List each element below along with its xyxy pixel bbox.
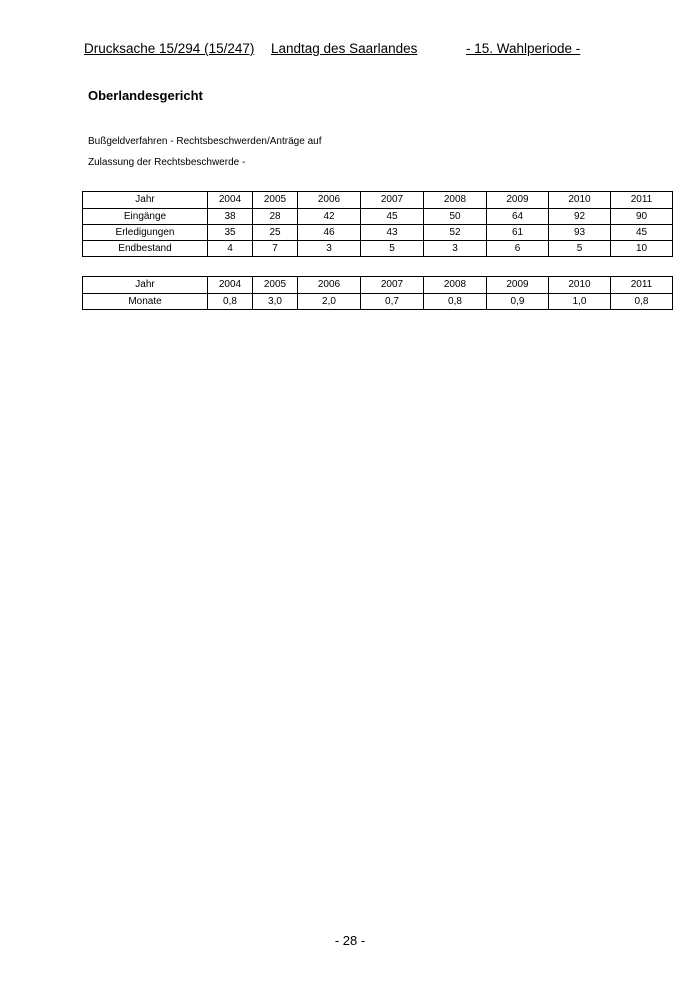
table-cell: 3 [298, 241, 361, 257]
table-cell: 42 [298, 209, 361, 225]
header-row [83, 192, 673, 209]
table-cell: 0,9 [487, 294, 549, 310]
table-cell: 7 [253, 241, 298, 257]
table-cell: 25 [253, 225, 298, 241]
header-parliament: Landtag des Saarlandes [271, 41, 418, 56]
table-cell: 45 [611, 225, 673, 241]
table-cell: Eingänge [83, 209, 208, 225]
table-cell: 64 [487, 209, 549, 225]
section-title: Oberlandesgericht [88, 88, 203, 103]
table-cell: Endbestand [83, 241, 208, 257]
table-cell: 50 [424, 209, 487, 225]
table-cell: 2006 [298, 277, 361, 294]
table-cell: 2010 [549, 192, 611, 209]
table-cell: 92 [549, 209, 611, 225]
table-cell: 2011 [611, 192, 673, 209]
table-cell: 43 [361, 225, 424, 241]
table-cell: 2007 [361, 192, 424, 209]
table-cell: 93 [549, 225, 611, 241]
table-cell: 35 [208, 225, 253, 241]
table-cell: 2009 [487, 277, 549, 294]
table-cell: 90 [611, 209, 673, 225]
table-cell: Jahr [83, 192, 208, 209]
table-cell: 28 [253, 209, 298, 225]
table-cell: 2005 [253, 192, 298, 209]
table-cell: 1,0 [549, 294, 611, 310]
table-row [83, 294, 673, 310]
table-cell: 5 [549, 241, 611, 257]
table-cell: 0,8 [208, 294, 253, 310]
table-cell: 5 [361, 241, 424, 257]
table-cell: Monate [83, 294, 208, 310]
header-doc-number: Drucksache 15/294 (15/247) [84, 41, 255, 56]
table-cell: 3 [424, 241, 487, 257]
table-cell: 2009 [487, 192, 549, 209]
table-cell: 3,0 [253, 294, 298, 310]
subtitle-line-1: Bußgeldverfahren - Rechtsbeschwerden/Anträge auf [88, 136, 322, 147]
table-cell: 2010 [549, 277, 611, 294]
header-row [83, 277, 673, 294]
table-cell: 61 [487, 225, 549, 241]
table-cell: Jahr [83, 277, 208, 294]
table-cell: 2006 [298, 192, 361, 209]
table-row [83, 241, 673, 257]
table-row [83, 209, 673, 225]
table-cell: 4 [208, 241, 253, 257]
table-cell: 38 [208, 209, 253, 225]
case-statistics-table [82, 191, 673, 257]
subtitle-line-2: Zulassung der Rechtsbeschwerde - [88, 157, 246, 168]
table-cell: 0,7 [361, 294, 424, 310]
table-row [83, 225, 673, 241]
table-cell: 52 [424, 225, 487, 241]
table-cell: 0,8 [611, 294, 673, 310]
header-period: - 15. Wahlperiode - [466, 41, 581, 56]
table-cell: 0,8 [424, 294, 487, 310]
table-cell: 2005 [253, 277, 298, 294]
page-number: - 28 - [334, 933, 366, 948]
table-cell: 6 [487, 241, 549, 257]
duration-table [82, 276, 673, 310]
table-cell: 2008 [424, 277, 487, 294]
table-cell: 2004 [208, 192, 253, 209]
table-cell: 10 [611, 241, 673, 257]
table-cell: 2,0 [298, 294, 361, 310]
table-cell: 2008 [424, 192, 487, 209]
table-cell: 2007 [361, 277, 424, 294]
table-cell: 2011 [611, 277, 673, 294]
table-cell: 46 [298, 225, 361, 241]
table-cell: 45 [361, 209, 424, 225]
table-cell: 2004 [208, 277, 253, 294]
table-cell: Erledigungen [83, 225, 208, 241]
